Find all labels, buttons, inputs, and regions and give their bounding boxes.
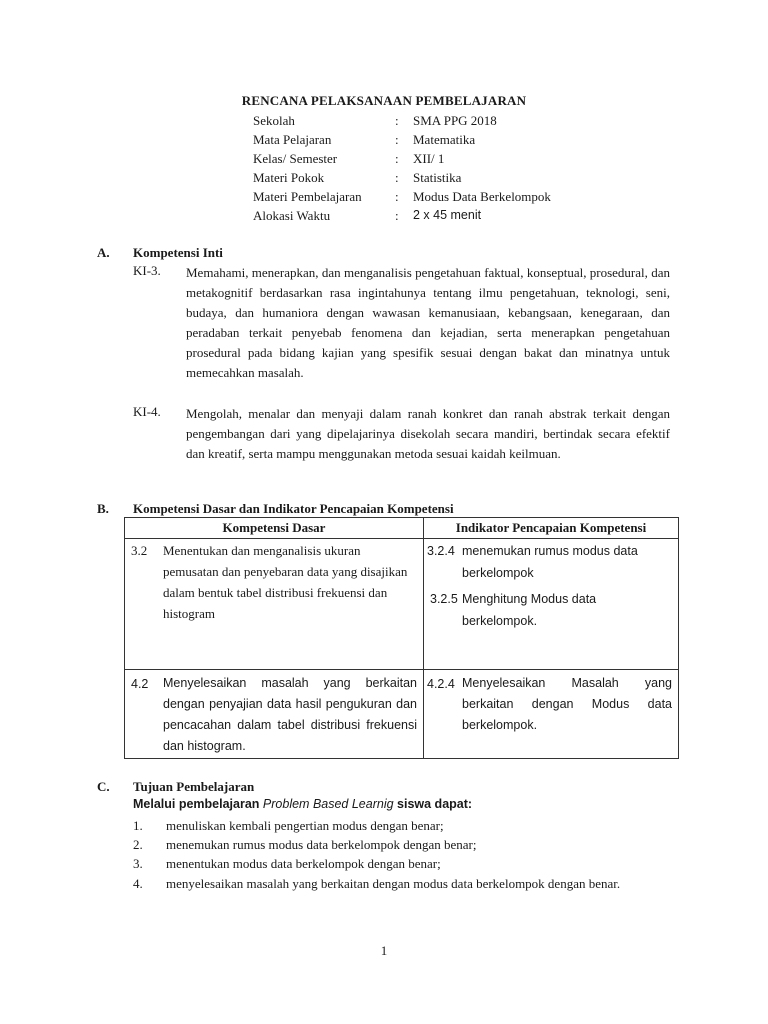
info-value: SMA PPG 2018 (413, 113, 497, 128)
kd-cell (125, 539, 424, 670)
competency-table (124, 517, 679, 759)
info-value: Matematika (413, 132, 476, 147)
info-value: Modus Data Berkelompok (413, 189, 551, 204)
indicator-number: 3.2.4 (427, 544, 455, 558)
list-item (133, 835, 671, 855)
indicator-text: Menyelesaikan Masalah yang berkaitan dengan Modus data berkelompok. (462, 676, 672, 732)
list-item (133, 816, 671, 836)
goals-intro-before: Melalui pembelajaran (133, 797, 263, 811)
table-row (125, 670, 679, 759)
indicator-cell (424, 539, 679, 670)
section-letter: B. (97, 501, 109, 516)
info-label: Materi Pokok (253, 170, 325, 185)
document-title: RENCANA PELAKSANAAN PEMBELAJARAN (241, 93, 527, 108)
info-value: Statistika (413, 170, 462, 185)
goal-number: 3. (133, 856, 143, 871)
kd-text: Menentukan dan menganalisis ukuran pemusatan dan penyebaran data yang disajikan dalam bentuk tabel distribusi frekuensi dan histogram (163, 543, 408, 621)
table-row (125, 539, 679, 670)
indicator-text: Menghitung Modus data berkelompok. (462, 592, 597, 628)
goal-text: menentukan modus data berkelompok dengan benar; (166, 856, 441, 871)
info-colon: : (395, 189, 399, 204)
info-label: Sekolah (253, 113, 295, 128)
section-title: Kompetensi Dasar dan Indikator Pencapaian Kompetensi (133, 501, 454, 516)
kd-text: Menyelesaikan masalah yang berkaitan dengan penyajian data hasil pengukuran dan pencacahan dalam tabel distribusi frekuensi dan histogram. (163, 676, 417, 753)
ki-text: Memahami, menerapkan, dan menganalisis pengetahuan faktual, konseptual, prosedural, dan metakognitif berdasarkan rasa ingintahunya tentang ilmu pengetahuan, teknologi, seni, budaya, dan humaniora dengan wawasan kemanusiaan, kebangsaan, kenegaraan, dan peradaban terkait penyebab fenomena dan kejadian, serta menerapkan pengetahuan prosedural pada bidang kajian yang spesifik sesuai dengan bakat dan minatnya untuk memecahkan masalah. (186, 265, 670, 380)
info-colon: : (395, 132, 399, 147)
ki-text: Mengolah, menalar dan menyaji dalam ranah konkret dan ranah abstrak terkait dengan pengembangan dari yang dipelajarinya disekolah secara mandiri, bertindak secara efektif dan kreatif, serta mampu menggunakan metoda sesuai kaidah keilmuan. (186, 406, 670, 461)
indicator-text: menemukan rumus modus data berkelompok (462, 544, 638, 580)
goal-text: menuliskan kembali pengertian modus dengan benar; (166, 818, 444, 833)
info-label: Alokasi Waktu (253, 208, 331, 223)
info-label: Materi Pembelajaran (253, 189, 362, 204)
indicator-cell (424, 670, 679, 759)
ki-code: KI-4. (133, 404, 161, 419)
ki-code: KI-3. (133, 263, 161, 278)
kd-cell (125, 670, 424, 759)
section-letter: C. (97, 779, 110, 794)
kd-number: 4.2 (131, 677, 149, 691)
table-header-cell: Kompetensi Dasar (125, 518, 424, 539)
info-colon: : (395, 151, 399, 166)
goals-intro-after: siswa dapat: (393, 797, 473, 811)
goal-number: 4. (133, 876, 143, 891)
goal-number: 1. (133, 818, 143, 833)
goals-intro (133, 797, 472, 811)
info-value: XII/ 1 (413, 151, 445, 166)
info-value: 2 x 45 menit (413, 208, 482, 222)
list-item (133, 854, 671, 874)
info-colon: : (395, 113, 399, 128)
section-title: Kompetensi Inti (133, 245, 223, 260)
goal-text: menemukan rumus modus data berkelompok dengan benar; (166, 837, 477, 852)
indicator-number: 3.2.5 (430, 592, 458, 606)
info-label: Kelas/ Semester (253, 151, 338, 166)
info-colon: : (395, 208, 399, 223)
kd-number: 3.2 (131, 543, 148, 558)
table-header-row (125, 518, 679, 539)
goal-text: menyelesaikan masalah yang berkaitan dengan modus data berkelompok dengan benar. (166, 876, 621, 891)
goal-number: 2. (133, 837, 143, 852)
info-label: Mata Pelajaran (253, 132, 332, 147)
section-title: Tujuan Pembelajaran (133, 779, 255, 794)
page-number: 1 (380, 943, 388, 958)
info-colon: : (395, 170, 399, 185)
indicator-number: 4.2.4 (427, 677, 455, 691)
list-item (133, 874, 671, 894)
section-letter: A. (97, 245, 110, 260)
goals-intro-method: Problem Based Learnig (262, 797, 394, 811)
table-header-cell: Indikator Pencapaian Kompetensi (424, 518, 679, 539)
indicator-item (424, 540, 678, 584)
indicator-item (424, 588, 678, 632)
